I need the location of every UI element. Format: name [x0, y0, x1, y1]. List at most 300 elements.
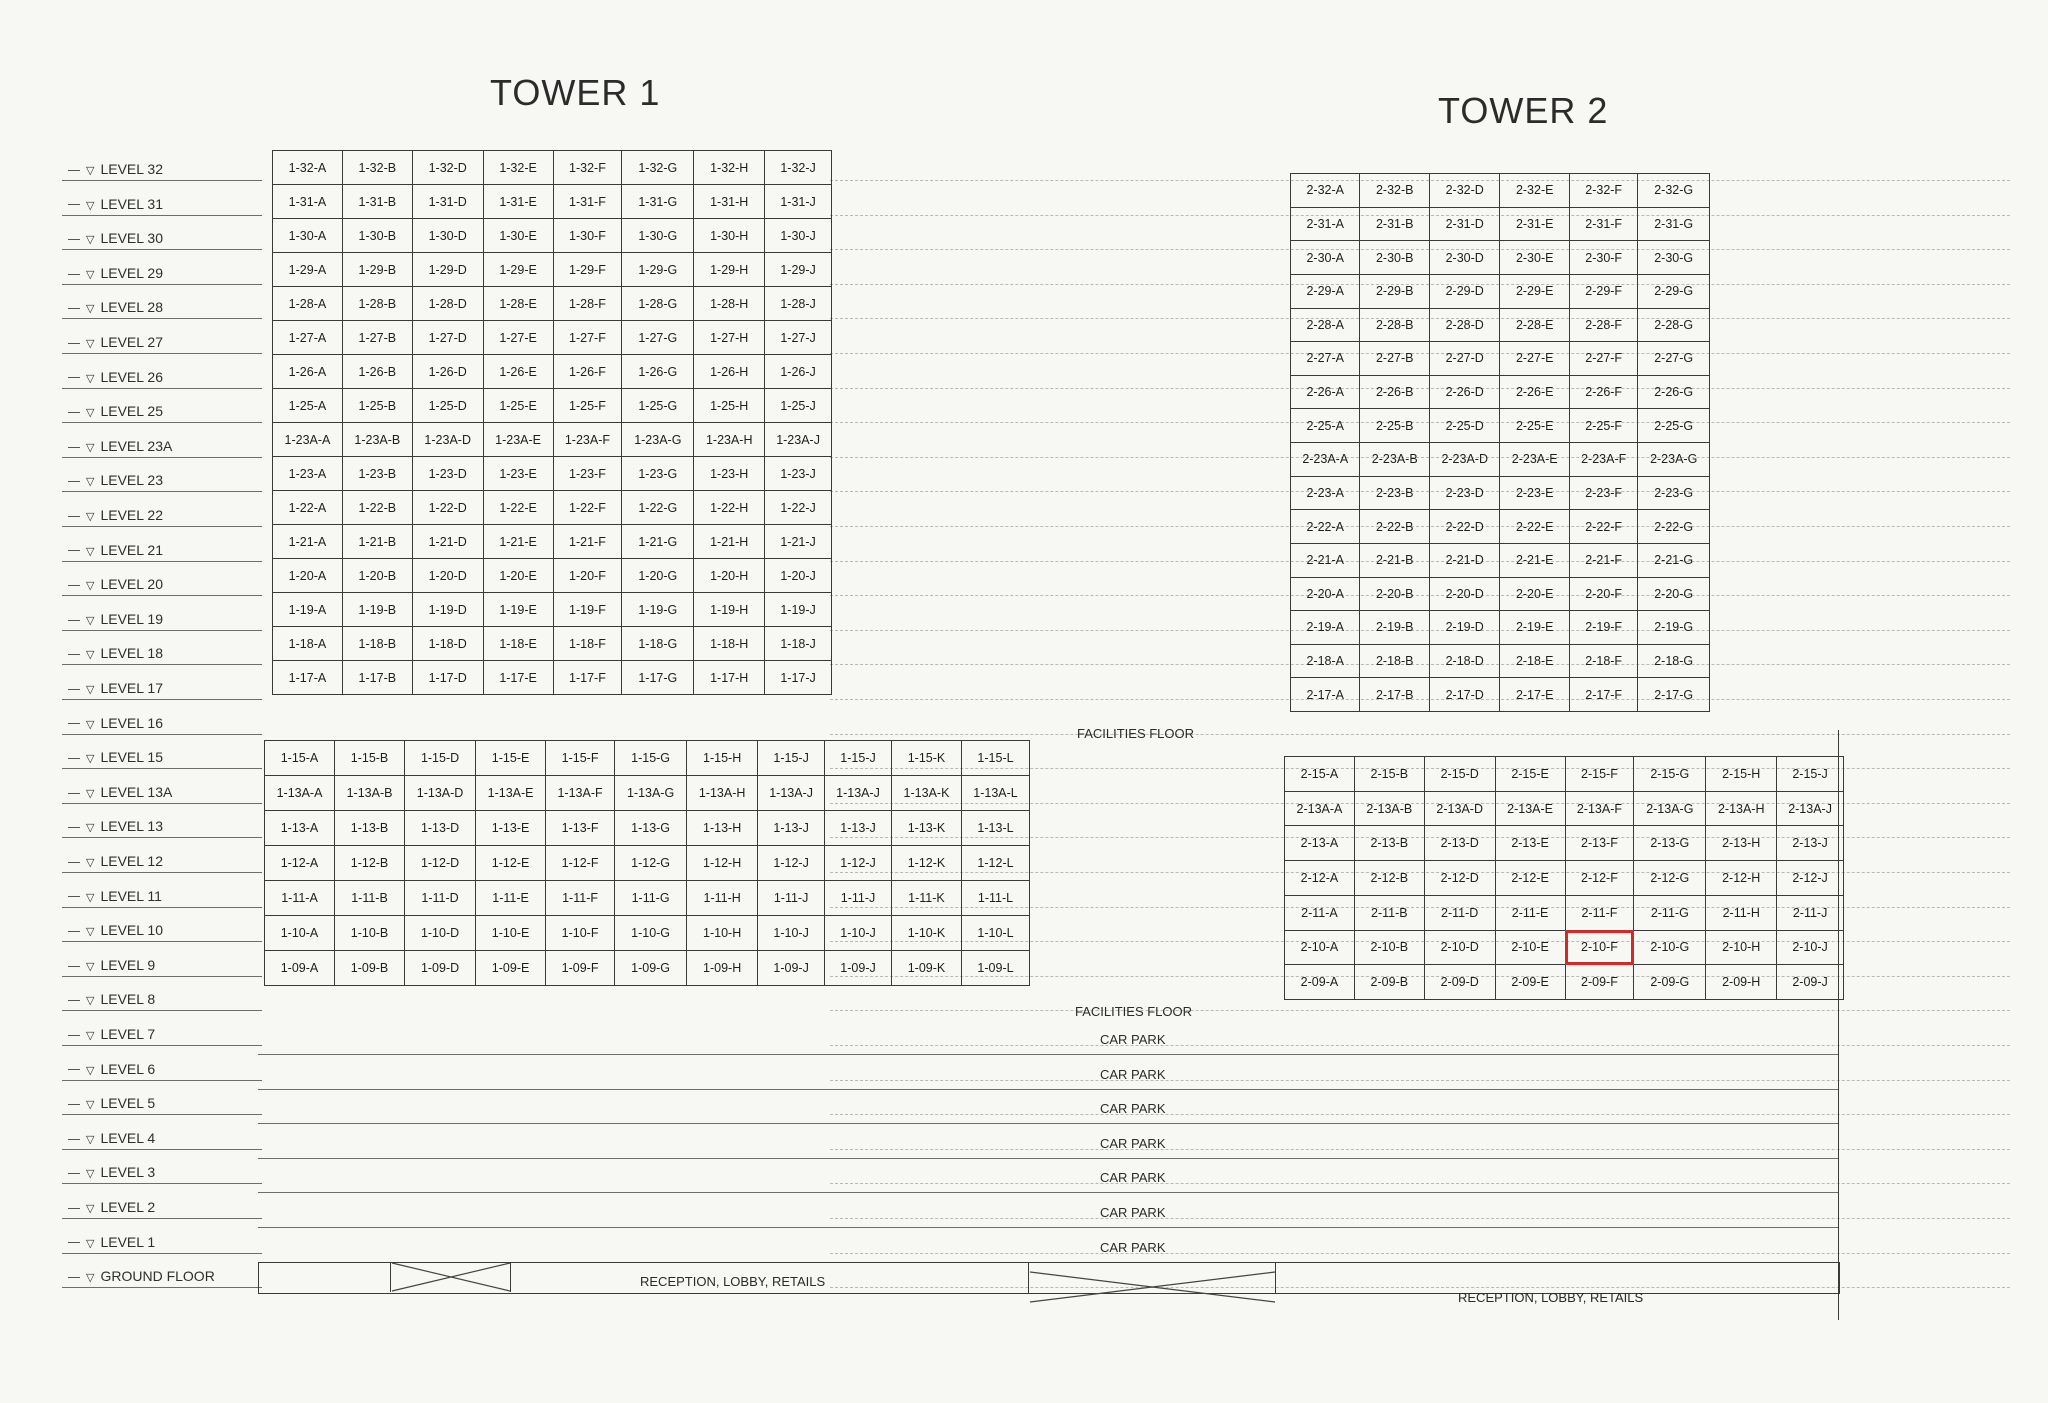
unit-cell[interactable]: 1-23A-D — [412, 423, 483, 457]
unit-cell[interactable]: 2-09-J — [1777, 965, 1844, 1000]
unit-cell[interactable]: 1-15-L — [961, 741, 1029, 776]
unit-cell[interactable]: 1-11-K — [891, 881, 961, 916]
unit-cell[interactable]: 1-22-E — [483, 491, 553, 525]
unit-cell[interactable]: 1-13A-F — [546, 776, 615, 811]
unit-cell[interactable]: 1-12-J — [758, 846, 825, 881]
unit-cell[interactable]: 1-15-F — [546, 741, 615, 776]
unit-cell[interactable]: 1-13A-J — [825, 776, 892, 811]
unit-cell[interactable]: 1-28-D — [412, 287, 483, 321]
unit-cell[interactable]: 2-27-D — [1429, 342, 1500, 376]
unit-cell[interactable]: 1-25-G — [622, 389, 694, 423]
unit-cell[interactable]: 2-23-F — [1569, 476, 1637, 510]
unit-cell[interactable]: 1-11-A — [265, 881, 335, 916]
unit-cell[interactable]: 1-09-H — [687, 951, 758, 986]
unit-cell[interactable]: 1-13A-B — [335, 776, 405, 811]
unit-cell[interactable]: 1-09-J — [825, 951, 892, 986]
unit-cell[interactable]: 2-27-F — [1569, 342, 1637, 376]
unit-cell[interactable]: 2-28-F — [1569, 308, 1637, 342]
unit-cell[interactable]: 1-25-D — [412, 389, 483, 423]
unit-cell[interactable]: 1-20-H — [694, 559, 765, 593]
unit-cell[interactable]: 1-10-D — [405, 916, 476, 951]
unit-cell[interactable]: 1-10-B — [335, 916, 405, 951]
unit-cell[interactable]: 2-13A-A — [1285, 791, 1355, 826]
unit-cell[interactable]: 1-09-B — [335, 951, 405, 986]
unit-cell[interactable]: 1-13-G — [615, 811, 687, 846]
unit-cell[interactable]: 1-22-A — [273, 491, 343, 525]
unit-cell[interactable]: 2-10-B — [1354, 930, 1424, 965]
unit-cell[interactable]: 1-13-E — [476, 811, 546, 846]
unit-cell[interactable]: 1-27-F — [553, 321, 622, 355]
unit-cell[interactable]: 1-22-F — [553, 491, 622, 525]
unit-cell[interactable]: 2-31-E — [1500, 207, 1569, 241]
unit-cell[interactable]: 1-23-G — [622, 457, 694, 491]
unit-cell[interactable]: 1-17-B — [342, 661, 412, 695]
unit-cell[interactable]: 1-21-D — [412, 525, 483, 559]
unit-cell[interactable]: 2-11-A — [1285, 895, 1355, 930]
unit-cell[interactable]: 2-12-G — [1634, 861, 1706, 896]
unit-cell[interactable]: 1-27-D — [412, 321, 483, 355]
unit-cell[interactable]: 2-23A-D — [1429, 443, 1500, 477]
unit-cell[interactable]: 2-30-E — [1500, 241, 1569, 275]
unit-cell[interactable]: 2-11-E — [1495, 895, 1565, 930]
unit-cell[interactable]: 1-17-J — [765, 661, 832, 695]
unit-cell[interactable]: 2-10-G — [1634, 930, 1706, 965]
unit-cell[interactable]: 1-20-F — [553, 559, 622, 593]
unit-cell[interactable]: 2-13-G — [1634, 826, 1706, 861]
unit-cell[interactable]: 1-29-A — [273, 253, 343, 287]
unit-cell[interactable]: 1-21-E — [483, 525, 553, 559]
unit-cell[interactable]: 1-13-A — [265, 811, 335, 846]
unit-cell[interactable]: 1-19-J — [765, 593, 832, 627]
unit-cell[interactable]: 1-30-A — [273, 219, 343, 253]
unit-cell[interactable]: 1-11-J — [825, 881, 892, 916]
unit-cell[interactable]: 2-30-A — [1291, 241, 1360, 275]
unit-cell[interactable]: 1-23A-H — [694, 423, 765, 457]
unit-cell[interactable]: 1-28-A — [273, 287, 343, 321]
unit-cell[interactable]: 1-26-D — [412, 355, 483, 389]
unit-cell[interactable]: 2-20-G — [1638, 577, 1710, 611]
unit-cell[interactable]: 1-21-J — [765, 525, 832, 559]
unit-cell[interactable]: 1-13-F — [546, 811, 615, 846]
unit-cell[interactable]: 2-19-G — [1638, 611, 1710, 645]
unit-cell[interactable]: 2-12-H — [1706, 861, 1777, 896]
unit-cell[interactable]: 1-17-D — [412, 661, 483, 695]
unit-cell[interactable]: 1-31-E — [483, 185, 553, 219]
unit-cell[interactable]: 1-09-F — [546, 951, 615, 986]
unit-cell[interactable]: 1-17-G — [622, 661, 694, 695]
unit-cell[interactable]: 2-30-D — [1429, 241, 1500, 275]
unit-cell[interactable]: 1-26-G — [622, 355, 694, 389]
unit-cell[interactable]: 2-27-B — [1360, 342, 1429, 376]
unit-cell[interactable]: 1-31-H — [694, 185, 765, 219]
unit-cell[interactable]: 2-09-B — [1354, 965, 1424, 1000]
unit-cell[interactable]: 1-11-H — [687, 881, 758, 916]
unit-cell[interactable]: 1-19-A — [273, 593, 343, 627]
unit-cell[interactable]: 2-13A-G — [1634, 791, 1706, 826]
unit-cell[interactable]: 2-13A-D — [1424, 791, 1495, 826]
unit-cell[interactable]: 1-10-E — [476, 916, 546, 951]
unit-cell[interactable]: 2-22-F — [1569, 510, 1637, 544]
unit-cell[interactable]: 1-09-G — [615, 951, 687, 986]
unit-cell[interactable]: 2-32-B — [1360, 174, 1429, 208]
unit-cell[interactable]: 2-26-G — [1638, 375, 1710, 409]
unit-cell[interactable]: 1-32-D — [412, 151, 483, 185]
unit-cell[interactable]: 1-25-F — [553, 389, 622, 423]
unit-cell[interactable]: 1-23-J — [765, 457, 832, 491]
unit-cell[interactable]: 2-29-B — [1360, 274, 1429, 308]
unit-cell[interactable]: 2-23-A — [1291, 476, 1360, 510]
unit-cell[interactable]: 2-27-G — [1638, 342, 1710, 376]
unit-cell[interactable]: 2-13-B — [1354, 826, 1424, 861]
unit-cell[interactable]: 2-13-A — [1285, 826, 1355, 861]
unit-cell[interactable]: 1-32-B — [342, 151, 412, 185]
unit-cell[interactable]: 1-13-K — [891, 811, 961, 846]
unit-cell[interactable]: 2-09-E — [1495, 965, 1565, 1000]
unit-cell[interactable]: 1-28-J — [765, 287, 832, 321]
unit-cell[interactable]: 1-32-J — [765, 151, 832, 185]
unit-cell[interactable]: 1-13-L — [961, 811, 1029, 846]
unit-cell[interactable]: 1-31-G — [622, 185, 694, 219]
unit-cell[interactable]: 2-10-A — [1285, 930, 1355, 965]
unit-cell[interactable]: 1-15-J — [825, 741, 892, 776]
unit-cell[interactable]: 2-19-B — [1360, 611, 1429, 645]
unit-cell[interactable]: 1-18-D — [412, 627, 483, 661]
unit-cell[interactable]: 1-23A-E — [483, 423, 553, 457]
unit-cell[interactable]: 1-10-F — [546, 916, 615, 951]
unit-cell[interactable]: 1-22-H — [694, 491, 765, 525]
unit-cell[interactable]: 1-27-H — [694, 321, 765, 355]
unit-cell[interactable]: 2-22-D — [1429, 510, 1500, 544]
unit-cell[interactable]: 1-23A-A — [273, 423, 343, 457]
unit-cell[interactable]: 1-23-H — [694, 457, 765, 491]
unit-cell[interactable]: 2-20-A — [1291, 577, 1360, 611]
unit-cell[interactable]: 1-20-G — [622, 559, 694, 593]
unit-cell[interactable]: 2-28-A — [1291, 308, 1360, 342]
unit-cell[interactable]: 1-23-B — [342, 457, 412, 491]
unit-cell[interactable]: 1-18-F — [553, 627, 622, 661]
unit-cell[interactable]: 2-15-F — [1565, 757, 1634, 792]
unit-cell[interactable]: 1-15-A — [265, 741, 335, 776]
unit-cell[interactable]: 1-22-G — [622, 491, 694, 525]
unit-cell[interactable]: 2-26-A — [1291, 375, 1360, 409]
unit-cell[interactable]: 1-31-A — [273, 185, 343, 219]
unit-cell[interactable]: 2-19-A — [1291, 611, 1360, 645]
unit-cell[interactable]: 1-18-E — [483, 627, 553, 661]
unit-cell[interactable]: 1-13A-L — [961, 776, 1029, 811]
unit-cell[interactable]: 2-18-D — [1429, 644, 1500, 678]
unit-cell[interactable]: 2-23A-G — [1638, 443, 1710, 477]
unit-cell[interactable]: 1-29-D — [412, 253, 483, 287]
unit-cell[interactable]: 2-10-D — [1424, 930, 1495, 965]
unit-cell[interactable]: 1-13-D — [405, 811, 476, 846]
unit-cell[interactable]: 1-18-A — [273, 627, 343, 661]
unit-cell[interactable]: 2-27-A — [1291, 342, 1360, 376]
unit-cell[interactable]: 2-13-J — [1777, 826, 1844, 861]
unit-cell[interactable]: 2-15-B — [1354, 757, 1424, 792]
unit-cell[interactable]: 2-12-B — [1354, 861, 1424, 896]
unit-cell[interactable]: 2-29-F — [1569, 274, 1637, 308]
unit-cell[interactable]: 2-26-B — [1360, 375, 1429, 409]
unit-cell[interactable]: 1-31-D — [412, 185, 483, 219]
unit-cell[interactable]: 1-20-A — [273, 559, 343, 593]
unit-cell[interactable]: 1-27-B — [342, 321, 412, 355]
unit-cell[interactable]: 1-20-J — [765, 559, 832, 593]
unit-cell[interactable]: 2-20-D — [1429, 577, 1500, 611]
unit-cell[interactable]: 2-30-B — [1360, 241, 1429, 275]
unit-cell[interactable]: 1-12-H — [687, 846, 758, 881]
unit-cell[interactable]: 2-22-A — [1291, 510, 1360, 544]
unit-cell[interactable]: 2-11-F — [1565, 895, 1634, 930]
unit-cell[interactable]: 1-19-G — [622, 593, 694, 627]
unit-cell[interactable]: 1-19-D — [412, 593, 483, 627]
unit-cell[interactable]: 2-09-D — [1424, 965, 1495, 1000]
unit-cell[interactable]: 1-31-F — [553, 185, 622, 219]
unit-cell[interactable]: 1-15-D — [405, 741, 476, 776]
unit-cell[interactable]: 1-32-F — [553, 151, 622, 185]
unit-cell[interactable]: 1-09-J — [758, 951, 825, 986]
unit-cell[interactable]: 1-23A-F — [553, 423, 622, 457]
unit-cell[interactable]: 1-11-G — [615, 881, 687, 916]
unit-cell[interactable]: 1-19-E — [483, 593, 553, 627]
unit-cell[interactable]: 2-32-F — [1569, 174, 1637, 208]
unit-cell[interactable]: 2-11-G — [1634, 895, 1706, 930]
unit-cell[interactable]: 2-31-A — [1291, 207, 1360, 241]
unit-cell[interactable]: 2-13A-F — [1565, 791, 1634, 826]
unit-cell[interactable]: 1-10-K — [891, 916, 961, 951]
unit-cell[interactable]: 1-23-D — [412, 457, 483, 491]
unit-cell[interactable]: 1-18-G — [622, 627, 694, 661]
unit-cell[interactable]: 1-32-A — [273, 151, 343, 185]
unit-cell[interactable]: 2-31-G — [1638, 207, 1710, 241]
unit-cell[interactable]: 1-10-J — [758, 916, 825, 951]
unit-cell[interactable]: 2-10-J — [1777, 930, 1844, 965]
unit-cell[interactable]: 1-22-B — [342, 491, 412, 525]
unit-cell[interactable]: 2-32-A — [1291, 174, 1360, 208]
unit-cell[interactable]: 2-23-E — [1500, 476, 1569, 510]
unit-cell[interactable]: 2-17-F — [1569, 678, 1637, 712]
unit-cell[interactable]: 2-18-E — [1500, 644, 1569, 678]
unit-cell[interactable]: 1-12-L — [961, 846, 1029, 881]
unit-cell[interactable]: 1-23-E — [483, 457, 553, 491]
unit-cell[interactable]: 2-15-G — [1634, 757, 1706, 792]
unit-cell[interactable]: 2-09-H — [1706, 965, 1777, 1000]
unit-cell[interactable]: 2-23A-A — [1291, 443, 1360, 477]
unit-cell[interactable]: 2-18-F — [1569, 644, 1637, 678]
unit-cell[interactable]: 2-32-G — [1638, 174, 1710, 208]
unit-cell[interactable]: 2-13-D — [1424, 826, 1495, 861]
unit-cell[interactable]: 1-11-L — [961, 881, 1029, 916]
unit-cell[interactable]: 1-26-A — [273, 355, 343, 389]
unit-cell[interactable]: 2-18-G — [1638, 644, 1710, 678]
unit-cell[interactable]: 2-25-D — [1429, 409, 1500, 443]
unit-cell[interactable]: 2-30-F — [1569, 241, 1637, 275]
unit-cell[interactable]: 1-09-E — [476, 951, 546, 986]
unit-cell[interactable]: 1-12-D — [405, 846, 476, 881]
unit-cell[interactable]: 1-15-E — [476, 741, 546, 776]
unit-cell[interactable]: 1-13A-G — [615, 776, 687, 811]
unit-cell[interactable]: 2-20-F — [1569, 577, 1637, 611]
unit-cell[interactable]: 1-30-D — [412, 219, 483, 253]
unit-cell[interactable]: 1-29-J — [765, 253, 832, 287]
unit-cell[interactable]: 1-23A-G — [622, 423, 694, 457]
unit-cell[interactable]: 2-11-J — [1777, 895, 1844, 930]
unit-cell[interactable]: 1-29-G — [622, 253, 694, 287]
unit-cell[interactable]: 2-09-F — [1565, 965, 1634, 1000]
unit-cell[interactable]: 1-23-A — [273, 457, 343, 491]
unit-cell[interactable]: 2-17-D — [1429, 678, 1500, 712]
unit-cell[interactable]: 2-12-J — [1777, 861, 1844, 896]
unit-cell[interactable]: 2-25-B — [1360, 409, 1429, 443]
unit-cell[interactable]: 1-25-A — [273, 389, 343, 423]
unit-cell[interactable]: 1-09-A — [265, 951, 335, 986]
unit-cell[interactable]: 2-15-A — [1285, 757, 1355, 792]
unit-cell[interactable]: 2-12-F — [1565, 861, 1634, 896]
unit-cell[interactable]: 2-21-A — [1291, 543, 1360, 577]
unit-cell[interactable]: 1-28-B — [342, 287, 412, 321]
unit-cell[interactable]: 2-28-B — [1360, 308, 1429, 342]
unit-cell[interactable]: 1-17-H — [694, 661, 765, 695]
unit-cell[interactable]: 2-32-D — [1429, 174, 1500, 208]
unit-cell[interactable]: 1-10-L — [961, 916, 1029, 951]
unit-cell[interactable]: 1-25-B — [342, 389, 412, 423]
unit-cell[interactable]: 1-23A-J — [765, 423, 832, 457]
unit-cell[interactable]: 1-29-F — [553, 253, 622, 287]
unit-cell[interactable]: 1-12-G — [615, 846, 687, 881]
unit-cell[interactable]: 1-31-J — [765, 185, 832, 219]
unit-cell[interactable]: 1-11-D — [405, 881, 476, 916]
unit-cell[interactable]: 1-15-J — [758, 741, 825, 776]
unit-cell[interactable]: 1-22-D — [412, 491, 483, 525]
unit-cell[interactable]: 2-28-D — [1429, 308, 1500, 342]
unit-cell[interactable]: 1-17-E — [483, 661, 553, 695]
unit-cell[interactable]: 2-21-G — [1638, 543, 1710, 577]
unit-cell[interactable]: 1-21-F — [553, 525, 622, 559]
unit-cell[interactable]: 1-10-H — [687, 916, 758, 951]
unit-cell[interactable]: 1-12-A — [265, 846, 335, 881]
unit-cell[interactable]: 2-20-E — [1500, 577, 1569, 611]
unit-cell[interactable]: 2-17-E — [1500, 678, 1569, 712]
unit-cell[interactable]: 1-17-F — [553, 661, 622, 695]
unit-cell[interactable]: 2-18-B — [1360, 644, 1429, 678]
unit-cell[interactable]: 2-23A-E — [1500, 443, 1569, 477]
unit-cell[interactable]: 1-29-E — [483, 253, 553, 287]
unit-cell[interactable]: 2-27-E — [1500, 342, 1569, 376]
unit-cell[interactable]: 2-15-H — [1706, 757, 1777, 792]
unit-cell[interactable]: 1-15-B — [335, 741, 405, 776]
unit-cell[interactable]: 2-12-D — [1424, 861, 1495, 896]
unit-cell[interactable]: 1-13-J — [758, 811, 825, 846]
unit-cell[interactable]: 2-21-F — [1569, 543, 1637, 577]
unit-cell[interactable]: 1-10-A — [265, 916, 335, 951]
unit-cell[interactable]: 1-15-G — [615, 741, 687, 776]
unit-cell[interactable]: 1-30-B — [342, 219, 412, 253]
unit-cell[interactable]: 2-25-E — [1500, 409, 1569, 443]
unit-cell[interactable]: 2-13A-J — [1777, 791, 1844, 826]
unit-cell[interactable]: 1-19-F — [553, 593, 622, 627]
unit-cell[interactable]: 2-09-G — [1634, 965, 1706, 1000]
unit-cell[interactable]: 2-11-B — [1354, 895, 1424, 930]
unit-cell[interactable]: 2-13A-H — [1706, 791, 1777, 826]
unit-cell[interactable]: 2-23A-F — [1569, 443, 1637, 477]
unit-cell[interactable]: 2-29-E — [1500, 274, 1569, 308]
unit-cell[interactable]: 2-26-F — [1569, 375, 1637, 409]
unit-cell[interactable]: 1-11-B — [335, 881, 405, 916]
unit-cell[interactable]: 1-21-B — [342, 525, 412, 559]
unit-cell[interactable]: 2-11-D — [1424, 895, 1495, 930]
unit-cell[interactable]: 2-19-D — [1429, 611, 1500, 645]
unit-cell[interactable]: 2-30-G — [1638, 241, 1710, 275]
unit-cell[interactable]: 1-28-E — [483, 287, 553, 321]
unit-cell[interactable]: 1-12-K — [891, 846, 961, 881]
unit-cell[interactable]: 2-29-G — [1638, 274, 1710, 308]
unit-cell[interactable]: 1-13A-H — [687, 776, 758, 811]
unit-cell[interactable]: 1-32-G — [622, 151, 694, 185]
unit-cell[interactable]: 2-12-A — [1285, 861, 1355, 896]
unit-cell[interactable]: 1-26-J — [765, 355, 832, 389]
unit-cell[interactable]: 2-13-F — [1565, 826, 1634, 861]
unit-cell[interactable]: 1-27-J — [765, 321, 832, 355]
unit-cell[interactable]: 2-15-E — [1495, 757, 1565, 792]
unit-cell[interactable]: 1-32-H — [694, 151, 765, 185]
unit-cell[interactable]: 1-21-H — [694, 525, 765, 559]
unit-cell[interactable]: 1-29-B — [342, 253, 412, 287]
unit-cell[interactable]: 2-31-B — [1360, 207, 1429, 241]
unit-cell[interactable]: 1-21-A — [273, 525, 343, 559]
unit-cell[interactable]: 1-31-B — [342, 185, 412, 219]
unit-cell[interactable]: 2-10-E — [1495, 930, 1565, 965]
unit-cell[interactable]: 2-23-D — [1429, 476, 1500, 510]
unit-cell[interactable]: 1-30-G — [622, 219, 694, 253]
unit-cell[interactable]: 1-20-E — [483, 559, 553, 593]
unit-cell[interactable]: 1-26-B — [342, 355, 412, 389]
unit-cell[interactable]: 1-09-D — [405, 951, 476, 986]
unit-cell[interactable]: 2-21-B — [1360, 543, 1429, 577]
unit-cell[interactable]: 2-17-B — [1360, 678, 1429, 712]
unit-cell[interactable]: 2-22-B — [1360, 510, 1429, 544]
unit-cell[interactable]: 1-30-J — [765, 219, 832, 253]
unit-cell[interactable]: 2-31-D — [1429, 207, 1500, 241]
unit-cell[interactable]: 2-10-H — [1706, 930, 1777, 965]
unit-cell[interactable]: 2-17-G — [1638, 678, 1710, 712]
unit-cell[interactable]: 1-13-H — [687, 811, 758, 846]
unit-cell[interactable]: 1-13-J — [825, 811, 892, 846]
unit-cell[interactable]: 1-30-F — [553, 219, 622, 253]
unit-cell[interactable]: 2-23-G — [1638, 476, 1710, 510]
unit-cell[interactable]: 1-26-F — [553, 355, 622, 389]
unit-cell[interactable]: 2-18-A — [1291, 644, 1360, 678]
unit-cell[interactable]: 1-28-H — [694, 287, 765, 321]
unit-cell[interactable]: 1-11-F — [546, 881, 615, 916]
unit-cell[interactable]: 1-32-E — [483, 151, 553, 185]
unit-cell[interactable]: 2-21-D — [1429, 543, 1500, 577]
unit-cell[interactable]: 1-17-A — [273, 661, 343, 695]
unit-cell[interactable]: 1-12-E — [476, 846, 546, 881]
unit-cell[interactable]: 1-25-E — [483, 389, 553, 423]
unit-cell[interactable]: 1-25-J — [765, 389, 832, 423]
unit-cell[interactable]: 1-11-J — [758, 881, 825, 916]
unit-cell[interactable]: 2-28-G — [1638, 308, 1710, 342]
unit-cell[interactable]: 2-29-D — [1429, 274, 1500, 308]
unit-cell[interactable]: 1-15-H — [687, 741, 758, 776]
unit-cell[interactable]: 1-12-F — [546, 846, 615, 881]
unit-cell[interactable]: 1-28-G — [622, 287, 694, 321]
unit-cell[interactable]: 1-13A-E — [476, 776, 546, 811]
unit-cell[interactable]: 2-13A-E — [1495, 791, 1565, 826]
unit-cell[interactable]: 1-13A-A — [265, 776, 335, 811]
unit-cell[interactable]: 2-26-E — [1500, 375, 1569, 409]
unit-cell[interactable]: 2-25-G — [1638, 409, 1710, 443]
unit-cell[interactable]: 1-26-H — [694, 355, 765, 389]
